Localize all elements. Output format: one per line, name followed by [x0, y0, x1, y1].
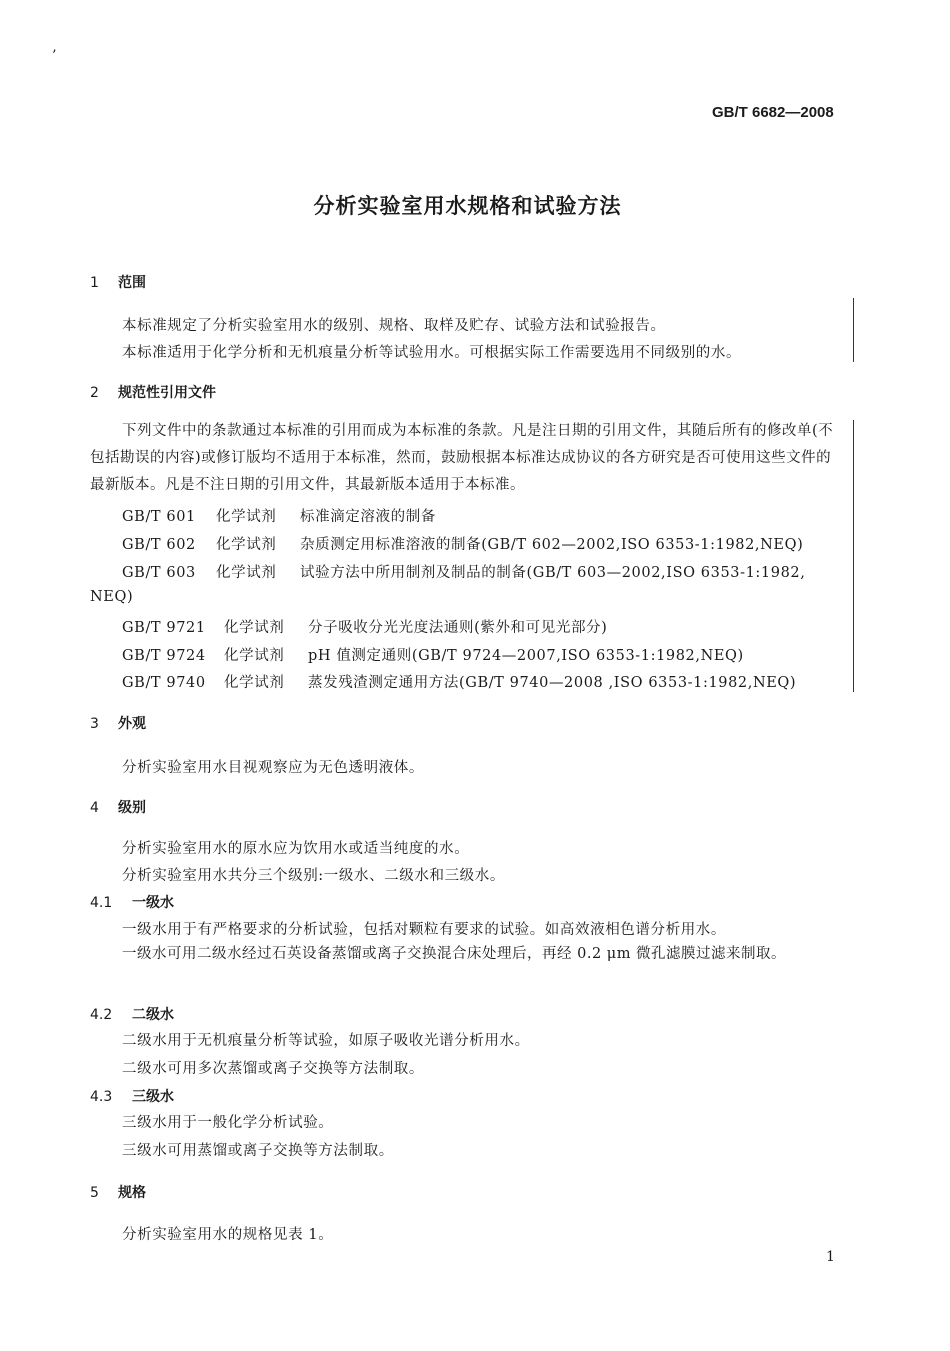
- reference-category: 化学试剂: [224, 620, 285, 636]
- subsection-title: 一级水: [132, 895, 174, 911]
- section-title: 规格: [118, 1185, 146, 1201]
- section-2-heading: [90, 382, 216, 402]
- reference-title: 试验方法中所用制剂及制品的制备(GB/T 603—2002,ISO 6353-1:1982,: [300, 565, 806, 581]
- reference-category: 化学试剂: [216, 509, 277, 525]
- reference-title: 杂质测定用标准溶液的制备(GB/T 602—2002,ISO 6353-1:1982,NEQ): [300, 537, 804, 553]
- reference-item: [122, 644, 744, 665]
- paragraph: 二级水可用多次蒸馏或离子交换等方法制取。: [122, 1061, 424, 1077]
- reference-item: [122, 671, 796, 692]
- reference-title: pH 值测定通则(GB/T 9724—2007,ISO 6353-1:1982,NEQ): [308, 648, 744, 664]
- section-number: 3: [90, 716, 99, 732]
- reference-category: 化学试剂: [216, 565, 277, 581]
- reference-item: [122, 533, 803, 554]
- paragraph: 一级水可用二级水经过石英设备蒸馏或离子交换混合床处理后，再经 0.2 μm 微孔滤膜过滤来制取。: [122, 946, 787, 962]
- page-number: 1: [826, 1249, 835, 1265]
- section-number: 4: [90, 800, 99, 816]
- paragraph: 二级水用于无机痕量分析等试验，如原子吸收光谱分析用水。: [122, 1033, 530, 1049]
- section-title: 级别: [118, 800, 146, 816]
- section-title: 范围: [118, 275, 146, 291]
- reference-title: 标准滴定溶液的制备: [300, 509, 436, 525]
- section-1-heading: [90, 272, 146, 292]
- subsection-4-1-heading: [90, 892, 174, 912]
- paragraph: 分析实验室用水共分三个级别:一级水、二级水和三级水。: [122, 868, 505, 884]
- section-number: 1: [90, 275, 99, 291]
- reference-title: 蒸发残渣测定通用方法(GB/T 9740—2008 ,ISO 6353-1:1982,NEQ): [308, 675, 797, 691]
- section-4-heading: [90, 797, 146, 817]
- reference-code: GB/T 9724: [122, 648, 206, 664]
- reference-category: 化学试剂: [216, 537, 277, 553]
- paragraph: 一级水用于有严格要求的分析试验，包括对颗粒有要求的试验。如高效液相色谱分析用水。: [122, 922, 726, 938]
- paragraph: 三级水可用蒸馏或离子交换等方法制取。: [122, 1143, 394, 1159]
- document-title: 分析实验室用水规格和试验方法: [313, 194, 622, 218]
- subsection-number: 4.1: [90, 895, 113, 911]
- reference-continuation: NEQ): [90, 589, 134, 605]
- subsection-4-3-heading: [90, 1086, 174, 1106]
- reference-code: GB/T 9721: [122, 620, 206, 636]
- paragraph: 本标准适用于化学分析和无机痕量分析等试验用水。可根据实际工作需要选用不同级别的水。: [122, 345, 742, 361]
- subsection-title: 三级水: [132, 1089, 174, 1105]
- reference-category: 化学试剂: [224, 648, 285, 664]
- section-number: 2: [90, 385, 99, 401]
- stray-mark: ’: [52, 48, 57, 64]
- reference-code: GB/T 9740: [122, 675, 206, 691]
- paragraph: 下列文件中的条款通过本标准的引用而成为本标准的条款。凡是注日期的引用文件，其随后所有的修改单(不包括勘误的内容)或修订版均不适用于本标准，然而，鼓励根据本标准达成协议的各方研究是否可使用这些文件的最新版本。凡是不注日期的引用文件，其最新版本适用于本标准。: [90, 423, 834, 493]
- reference-title: 分子吸收分光光度法通则(紫外和可见光部分): [308, 620, 608, 636]
- section-5-heading: [90, 1182, 146, 1202]
- subsection-number: 4.2: [90, 1007, 113, 1023]
- reference-code: GB/T 602: [122, 537, 196, 553]
- reference-category: 化学试剂: [224, 675, 285, 691]
- section-3-heading: [90, 713, 146, 733]
- paragraph: 三级水用于一般化学分析试验。: [122, 1115, 334, 1131]
- standard-number: GB/T 6682—2008: [712, 104, 834, 121]
- revision-bar: [853, 420, 854, 692]
- paragraph: 分析实验室用水的规格见表 1。: [122, 1227, 334, 1243]
- reference-item: [122, 505, 436, 526]
- reference-code: GB/T 601: [122, 509, 196, 525]
- section-title: 规范性引用文件: [118, 385, 216, 401]
- paragraph: 本标准规定了分析实验室用水的级别、规格、取样及贮存、试验方法和试验报告。: [122, 318, 666, 334]
- reference-item: [122, 561, 805, 582]
- paragraph: 分析实验室用水目视观察应为无色透明液体。: [122, 760, 424, 776]
- subsection-number: 4.3: [90, 1089, 113, 1105]
- paragraph: 分析实验室用水的原水应为饮用水或适当纯度的水。: [122, 841, 470, 857]
- subsection-4-2-heading: [90, 1004, 174, 1024]
- reference-item: [122, 616, 607, 637]
- section-number: 5: [90, 1185, 99, 1201]
- reference-code: GB/T 603: [122, 565, 196, 581]
- subsection-title: 二级水: [132, 1007, 174, 1023]
- section-title: 外观: [118, 716, 146, 732]
- revision-bar: [853, 298, 854, 362]
